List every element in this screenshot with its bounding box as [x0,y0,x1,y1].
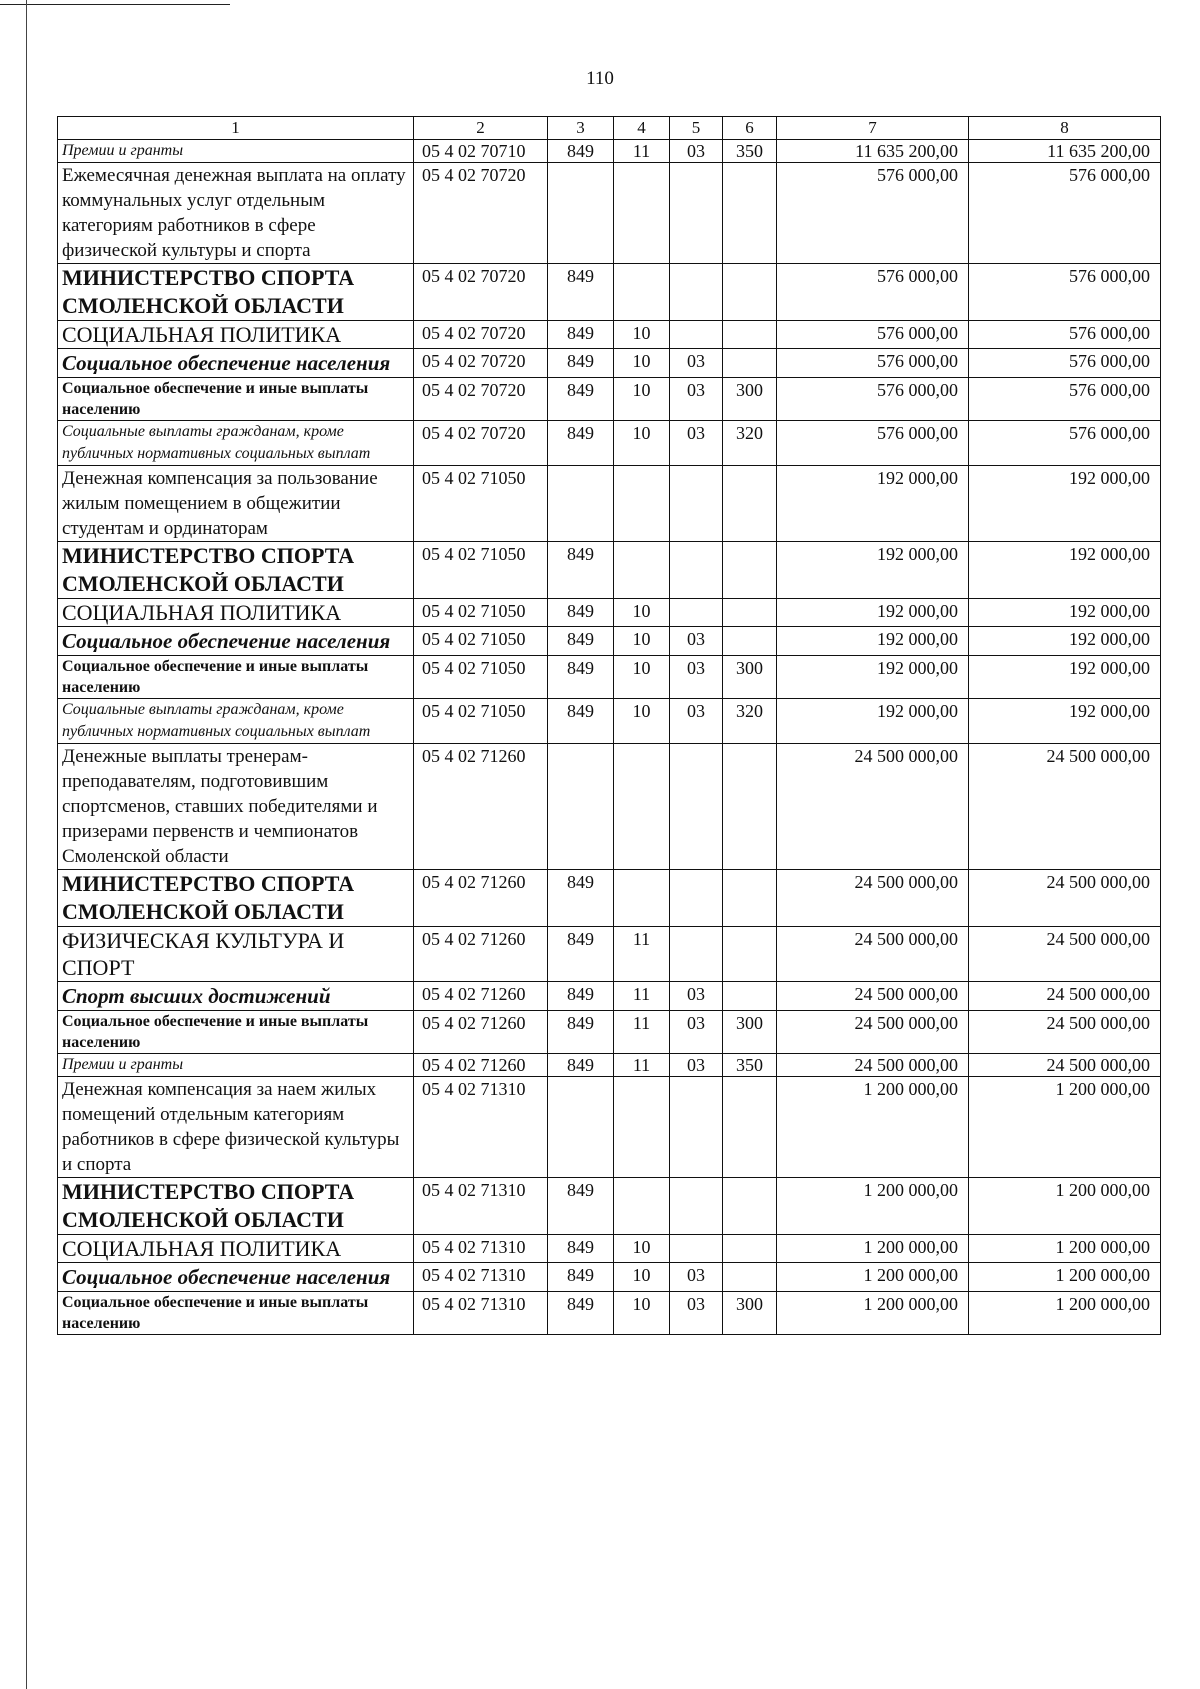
amount-column-7: 24 500 000,00 [777,870,969,927]
subsection-code [670,264,723,321]
column-3-cell [548,163,614,264]
section-code: 10 [614,421,670,466]
subsection-code: 03 [670,140,723,163]
section-code [614,870,670,927]
table-row [58,378,1161,421]
target-article-code: 05 4 02 71310 [414,1263,548,1292]
row-name: МИНИСТЕРСТВО СПОРТА СМОЛЕНСКОЙ ОБЛАСТИ [58,870,414,927]
row-name: МИНИСТЕРСТВО СПОРТА СМОЛЕНСКОЙ ОБЛАСТИ [58,1178,414,1235]
column-3-cell: 849 [548,1292,614,1335]
row-name: Социальное обеспечение населения [58,349,414,378]
expense-type-code: 350 [723,140,777,163]
expense-type-code: 300 [723,378,777,421]
target-article-code: 05 4 02 71050 [414,699,548,744]
column-header: 6 [723,117,777,140]
column-header: 5 [670,117,723,140]
column-3-cell: 849 [548,627,614,656]
subsection-code: 03 [670,1011,723,1054]
amount-column-7: 576 000,00 [777,163,969,264]
amount-column-7: 192 000,00 [777,599,969,627]
section-code [614,1077,670,1178]
row-name: Социальное обеспечение населения [58,627,414,656]
subsection-code [670,744,723,870]
expense-type-code [723,599,777,627]
amount-column-8: 11 635 200,00 [969,140,1161,163]
target-article-code: 05 4 02 71260 [414,1054,548,1077]
row-name: Денежные выплаты тренерам-преподавателям, подготовившим спортсменов, ставших победителями и призерами первенств и чемпионатов Смоленской области [58,744,414,870]
subsection-code [670,599,723,627]
amount-column-8: 24 500 000,00 [969,1054,1161,1077]
row-name: Социальное обеспечение населения [58,1263,414,1292]
expense-type-code [723,927,777,982]
expense-type-code: 350 [723,1054,777,1077]
row-name: Денежная компенсация за наем жилых помещений отдельным категориям работников в сфере физической культуры и спорта [58,1077,414,1178]
amount-column-8: 1 200 000,00 [969,1235,1161,1263]
subsection-code [670,542,723,599]
subsection-code: 03 [670,378,723,421]
table-row [58,163,1161,264]
row-name: МИНИСТЕРСТВО СПОРТА СМОЛЕНСКОЙ ОБЛАСТИ [58,542,414,599]
row-name: Социальное обеспечение и иные выплаты населению [58,1011,414,1054]
section-code: 10 [614,1235,670,1263]
amount-column-7: 1 200 000,00 [777,1263,969,1292]
section-code: 10 [614,656,670,699]
column-3-cell: 849 [548,421,614,466]
target-article-code: 05 4 02 71050 [414,466,548,542]
expense-type-code [723,321,777,349]
table-body [58,117,1161,1335]
amount-column-7: 11 635 200,00 [777,140,969,163]
subsection-code [670,1178,723,1235]
column-3-cell: 849 [548,1054,614,1077]
table-row [58,1292,1161,1335]
target-article-code: 05 4 02 70720 [414,349,548,378]
section-code [614,542,670,599]
table-row [58,321,1161,349]
section-code: 11 [614,1011,670,1054]
target-article-code: 05 4 02 71050 [414,542,548,599]
table-row [58,1054,1161,1077]
expense-type-code [723,1263,777,1292]
row-name: Спорт высших достижений [58,982,414,1011]
column-header: 1 [58,117,414,140]
table-row [58,542,1161,599]
section-code: 11 [614,140,670,163]
column-3-cell: 849 [548,1235,614,1263]
column-3-cell: 849 [548,321,614,349]
row-name: Премии и гранты [58,140,414,163]
amount-column-8: 192 000,00 [969,542,1161,599]
column-3-cell: 849 [548,1178,614,1235]
target-article-code: 05 4 02 70720 [414,163,548,264]
column-3-cell: 849 [548,378,614,421]
target-article-code: 05 4 02 70720 [414,264,548,321]
target-article-code: 05 4 02 71260 [414,1011,548,1054]
table-row [58,1011,1161,1054]
expense-type-code [723,870,777,927]
subsection-code [670,163,723,264]
amount-column-7: 24 500 000,00 [777,1054,969,1077]
row-name: ФИЗИЧЕСКАЯ КУЛЬТУРА И СПОРТ [58,927,414,982]
row-name: Социальное обеспечение и иные выплаты населению [58,378,414,421]
column-header: 2 [414,117,548,140]
target-article-code: 05 4 02 71260 [414,927,548,982]
section-code: 10 [614,1263,670,1292]
table-row [58,982,1161,1011]
amount-column-7: 192 000,00 [777,627,969,656]
row-name: Социальные выплаты гражданам, кроме публичных нормативных социальных выплат [58,421,414,466]
expense-type-code [723,1077,777,1178]
column-3-cell: 849 [548,1011,614,1054]
amount-column-8: 576 000,00 [969,163,1161,264]
amount-column-8: 24 500 000,00 [969,744,1161,870]
column-3-cell: 849 [548,656,614,699]
target-article-code: 05 4 02 70710 [414,140,548,163]
section-code: 10 [614,699,670,744]
expense-type-code [723,264,777,321]
amount-column-8: 576 000,00 [969,264,1161,321]
column-header: 4 [614,117,670,140]
expense-type-code: 300 [723,1011,777,1054]
column-3-cell: 849 [548,542,614,599]
expense-type-code [723,163,777,264]
column-3-cell [548,744,614,870]
table-row [58,599,1161,627]
amount-column-7: 576 000,00 [777,421,969,466]
row-name: Премии и гранты [58,1054,414,1077]
expense-type-code [723,466,777,542]
target-article-code: 05 4 02 71260 [414,982,548,1011]
row-name: Ежемесячная денежная выплата на оплату коммунальных услуг отдельным категориям работников в сфере физической культуры и спорта [58,163,414,264]
column-3-cell [548,1077,614,1178]
table-row [58,656,1161,699]
column-3-cell: 849 [548,870,614,927]
expense-type-code [723,744,777,870]
column-3-cell: 849 [548,264,614,321]
column-3-cell: 849 [548,349,614,378]
subsection-code: 03 [670,627,723,656]
amount-column-7: 192 000,00 [777,542,969,599]
subsection-code: 03 [670,349,723,378]
amount-column-8: 192 000,00 [969,627,1161,656]
table-row [58,1263,1161,1292]
row-name: Денежная компенсация за пользование жилым помещением в общежитии студентам и ординаторам [58,466,414,542]
amount-column-8: 576 000,00 [969,378,1161,421]
section-code: 11 [614,927,670,982]
amount-column-7: 576 000,00 [777,349,969,378]
subsection-code [670,1235,723,1263]
subsection-code [670,466,723,542]
amount-column-7: 192 000,00 [777,466,969,542]
row-name: СОЦИАЛЬНАЯ ПОЛИТИКА [58,1235,414,1263]
table-row [58,264,1161,321]
amount-column-7: 1 200 000,00 [777,1077,969,1178]
row-name: Социальное обеспечение и иные выплаты населению [58,1292,414,1335]
table-row [58,627,1161,656]
target-article-code: 05 4 02 71310 [414,1235,548,1263]
section-code: 11 [614,982,670,1011]
target-article-code: 05 4 02 70720 [414,421,548,466]
section-code [614,466,670,542]
table-row [58,140,1161,163]
column-header: 3 [548,117,614,140]
column-3-cell: 849 [548,982,614,1011]
table-row [58,1077,1161,1178]
amount-column-7: 576 000,00 [777,264,969,321]
amount-column-7: 576 000,00 [777,378,969,421]
row-name: Социальное обеспечение и иные выплаты населению [58,656,414,699]
section-code: 10 [614,349,670,378]
target-article-code: 05 4 02 71050 [414,627,548,656]
section-code [614,264,670,321]
table-row [58,870,1161,927]
expense-type-code: 300 [723,1292,777,1335]
amount-column-8: 1 200 000,00 [969,1263,1161,1292]
amount-column-8: 576 000,00 [969,321,1161,349]
target-article-code: 05 4 02 71310 [414,1292,548,1335]
expense-type-code [723,982,777,1011]
target-article-code: 05 4 02 70720 [414,378,548,421]
amount-column-7: 1 200 000,00 [777,1235,969,1263]
row-name: Социальные выплаты гражданам, кроме публичных нормативных социальных выплат [58,699,414,744]
subsection-code: 03 [670,1263,723,1292]
amount-column-8: 1 200 000,00 [969,1292,1161,1335]
column-3-cell: 849 [548,699,614,744]
section-code: 10 [614,378,670,421]
budget-table [57,116,1161,1335]
amount-column-7: 24 500 000,00 [777,744,969,870]
expense-type-code [723,1178,777,1235]
page-number: 110 [586,68,614,89]
expense-type-code: 320 [723,699,777,744]
column-3-cell: 849 [548,140,614,163]
amount-column-7: 24 500 000,00 [777,927,969,982]
amount-column-8: 192 000,00 [969,699,1161,744]
target-article-code: 05 4 02 71310 [414,1178,548,1235]
column-3-cell [548,466,614,542]
subsection-code: 03 [670,982,723,1011]
target-article-code: 05 4 02 71050 [414,599,548,627]
expense-type-code: 300 [723,656,777,699]
column-header: 7 [777,117,969,140]
section-code: 10 [614,627,670,656]
subsection-code: 03 [670,1292,723,1335]
amount-column-8: 24 500 000,00 [969,927,1161,982]
column-3-cell: 849 [548,1263,614,1292]
amount-column-7: 1 200 000,00 [777,1292,969,1335]
amount-column-8: 192 000,00 [969,599,1161,627]
table-row [58,927,1161,982]
target-article-code: 05 4 02 71260 [414,744,548,870]
subsection-code [670,1077,723,1178]
amount-column-8: 24 500 000,00 [969,1011,1161,1054]
expense-type-code [723,627,777,656]
amount-column-8: 576 000,00 [969,421,1161,466]
amount-column-7: 24 500 000,00 [777,1011,969,1054]
subsection-code [670,870,723,927]
subsection-code [670,321,723,349]
scan-edge-top [0,4,230,5]
subsection-code: 03 [670,421,723,466]
amount-column-8: 192 000,00 [969,656,1161,699]
column-3-cell: 849 [548,599,614,627]
amount-column-7: 192 000,00 [777,656,969,699]
table-row [58,1178,1161,1235]
expense-type-code [723,542,777,599]
table-row [58,349,1161,378]
section-code [614,163,670,264]
row-name: МИНИСТЕРСТВО СПОРТА СМОЛЕНСКОЙ ОБЛАСТИ [58,264,414,321]
section-code: 10 [614,1292,670,1335]
row-name: СОЦИАЛЬНАЯ ПОЛИТИКА [58,599,414,627]
amount-column-8: 1 200 000,00 [969,1077,1161,1178]
subsection-code: 03 [670,656,723,699]
table-row [58,421,1161,466]
amount-column-7: 576 000,00 [777,321,969,349]
section-code [614,1178,670,1235]
amount-column-8: 24 500 000,00 [969,982,1161,1011]
section-code [614,744,670,870]
amount-column-7: 24 500 000,00 [777,982,969,1011]
amount-column-8: 24 500 000,00 [969,870,1161,927]
subsection-code: 03 [670,699,723,744]
target-article-code: 05 4 02 71050 [414,656,548,699]
section-code: 10 [614,321,670,349]
table-row [58,466,1161,542]
amount-column-8: 1 200 000,00 [969,1178,1161,1235]
table-row [58,1235,1161,1263]
table-row [58,744,1161,870]
expense-type-code: 320 [723,421,777,466]
scan-edge-left [26,0,27,1689]
subsection-code [670,927,723,982]
section-code: 10 [614,599,670,627]
expense-type-code [723,349,777,378]
target-article-code: 05 4 02 70720 [414,321,548,349]
section-code: 11 [614,1054,670,1077]
amount-column-7: 192 000,00 [777,699,969,744]
column-header: 8 [969,117,1161,140]
amount-column-7: 1 200 000,00 [777,1178,969,1235]
subsection-code: 03 [670,1054,723,1077]
target-article-code: 05 4 02 71310 [414,1077,548,1178]
header-row [58,117,1161,140]
expense-type-code [723,1235,777,1263]
row-name: СОЦИАЛЬНАЯ ПОЛИТИКА [58,321,414,349]
table-row [58,699,1161,744]
column-3-cell: 849 [548,927,614,982]
target-article-code: 05 4 02 71260 [414,870,548,927]
amount-column-8: 576 000,00 [969,349,1161,378]
amount-column-8: 192 000,00 [969,466,1161,542]
